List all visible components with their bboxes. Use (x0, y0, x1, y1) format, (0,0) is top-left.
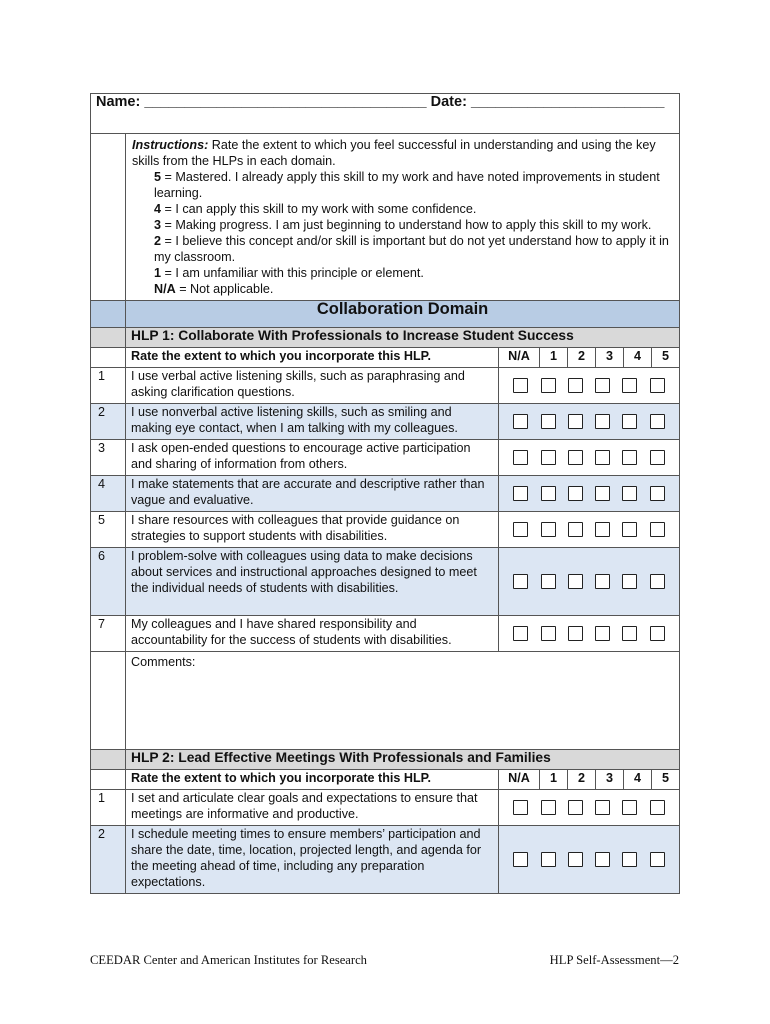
rating-header-row (91, 348, 680, 368)
checkbox-2[interactable] (568, 852, 583, 867)
checkbox-4[interactable] (622, 800, 637, 815)
item-number: 4 (91, 476, 126, 512)
checkbox-1[interactable] (541, 626, 556, 641)
rating-prompt: Rate the extent to which you incorporate this HLP. (126, 348, 499, 368)
col-na: N/A (499, 770, 540, 790)
checkbox-3[interactable] (595, 378, 610, 393)
checkbox-5[interactable] (650, 414, 665, 429)
checkbox-5[interactable] (650, 800, 665, 815)
checkbox-1[interactable] (541, 378, 556, 393)
checkbox-4[interactable] (622, 450, 637, 465)
table-row (91, 404, 680, 440)
checkbox-4[interactable] (622, 626, 637, 641)
scale-item: 4 = I can apply this skill to my work with some confidence. (154, 202, 477, 216)
checkbox-3[interactable] (595, 626, 610, 641)
domain-title: Collaboration Domain (126, 301, 680, 328)
checkbox-5[interactable] (650, 486, 665, 501)
col-4: 4 (624, 770, 652, 790)
rating-header-row (91, 770, 680, 790)
checkbox-1[interactable] (541, 450, 556, 465)
col-4: 4 (624, 348, 652, 368)
self-assessment-form (90, 93, 680, 894)
date-field[interactable]: ________________________ (470, 94, 665, 110)
scale-item: 2 = I believe this concept and/or skill is important but do not yet understand how to apply it in my classroom. (154, 234, 669, 264)
name-field[interactable]: ___________________________________ (144, 94, 427, 110)
checkbox-3[interactable] (595, 852, 610, 867)
table-row (91, 476, 680, 512)
name-label: Name: (96, 94, 141, 110)
item-number: 5 (91, 512, 126, 548)
item-number: 7 (91, 616, 126, 652)
checkbox-2[interactable] (568, 626, 583, 641)
checkbox-na[interactable] (513, 378, 528, 393)
instructions (126, 134, 680, 301)
checkbox-2[interactable] (568, 522, 583, 537)
date-label: Date: (430, 94, 467, 110)
item-text: My colleagues and I have shared responsibility and accountability for the success of students with disabilities. (126, 616, 499, 652)
instructions-text: Rate the extent to which you feel successful in understanding and using the key skills from the HLPs in each domain. (132, 138, 656, 168)
col-1: 1 (540, 770, 568, 790)
item-text: I schedule meeting times to ensure members’ participation and share the date, time, location, projected length, and agenda for the meeting ahead of time, including any preparation expectations. (126, 826, 499, 894)
checkbox-5[interactable] (650, 626, 665, 641)
table-row (91, 826, 680, 894)
checkbox-5[interactable] (650, 378, 665, 393)
checkbox-3[interactable] (595, 450, 610, 465)
hlp2-title: HLP 2: Lead Effective Meetings With Professionals and Families (126, 750, 680, 770)
item-number: 1 (91, 790, 126, 826)
col-1: 1 (540, 348, 568, 368)
checkbox-5[interactable] (650, 574, 665, 589)
checkbox-4[interactable] (622, 414, 637, 429)
checkbox-na[interactable] (513, 626, 528, 641)
col-5: 5 (652, 770, 680, 790)
item-text: I ask open-ended questions to encourage active participation and sharing of information from others. (126, 440, 499, 476)
item-text: I share resources with colleagues that provide guidance on strategies to support students with disabilities. (126, 512, 499, 548)
col-3: 3 (596, 770, 624, 790)
footer-credit: CEEDAR Center and American Institutes for Research (90, 953, 367, 967)
checkbox-2[interactable] (568, 486, 583, 501)
item-number: 2 (91, 404, 126, 440)
checkbox-3[interactable] (595, 800, 610, 815)
checkbox-na[interactable] (513, 800, 528, 815)
checkbox-3[interactable] (595, 522, 610, 537)
checkbox-2[interactable] (568, 574, 583, 589)
checkbox-1[interactable] (541, 414, 556, 429)
table-row (91, 368, 680, 404)
checkbox-na[interactable] (513, 522, 528, 537)
item-text: I use nonverbal active listening skills, such as smiling and making eye contact, when I am talking with my colleagues. (126, 404, 499, 440)
comments-row (91, 652, 680, 750)
checkbox-3[interactable] (595, 414, 610, 429)
checkbox-na[interactable] (513, 486, 528, 501)
item-text: I make statements that are accurate and descriptive rather than vague and evaluative. (126, 476, 499, 512)
instructions-row (91, 134, 680, 301)
item-number: 2 (91, 826, 126, 894)
item-text: I set and articulate clear goals and expectations to ensure that meetings are informative and productive. (126, 790, 499, 826)
col-2: 2 (568, 770, 596, 790)
checkbox-3[interactable] (595, 486, 610, 501)
scale-item: 3 = Making progress. I am just beginning to understand how to apply this skill to my work. (154, 218, 652, 232)
col-na: N/A (499, 348, 540, 368)
checkbox-1[interactable] (541, 574, 556, 589)
scale-item: 1 = I am unfamiliar with this principle or element. (154, 266, 424, 280)
checkbox-5[interactable] (650, 450, 665, 465)
checkbox-2[interactable] (568, 800, 583, 815)
checkbox-3[interactable] (595, 574, 610, 589)
checkbox-na[interactable] (513, 574, 528, 589)
checkbox-2[interactable] (568, 414, 583, 429)
item-number: 3 (91, 440, 126, 476)
domain-row (91, 301, 680, 328)
table-row (91, 548, 680, 616)
item-text: I use verbal active listening skills, such as paraphrasing and asking clarification questions. (126, 368, 499, 404)
checkbox-na[interactable] (513, 852, 528, 867)
checkbox-1[interactable] (541, 486, 556, 501)
checkbox-4[interactable] (622, 522, 637, 537)
hlp2-header-row (91, 750, 680, 770)
scale-item: N/A = Not applicable. (154, 282, 274, 296)
col-2: 2 (568, 348, 596, 368)
comments-label: Comments: (131, 655, 196, 669)
comments-field[interactable] (126, 652, 680, 750)
footer-page-label: HLP Self-Assessment—2 (549, 953, 679, 967)
checkbox-4[interactable] (622, 852, 637, 867)
instructions-lead: Instructions: (132, 138, 209, 152)
checkbox-1[interactable] (541, 800, 556, 815)
checkbox-na[interactable] (513, 450, 528, 465)
hlp1-header-row (91, 328, 680, 348)
col-3: 3 (596, 348, 624, 368)
checkbox-4[interactable] (622, 574, 637, 589)
col-5: 5 (652, 348, 680, 368)
checkbox-na[interactable] (513, 414, 528, 429)
checkbox-1[interactable] (541, 852, 556, 867)
checkbox-2[interactable] (568, 378, 583, 393)
item-number: 6 (91, 548, 126, 616)
table-row (91, 616, 680, 652)
item-number: 1 (91, 368, 126, 404)
table-row (91, 790, 680, 826)
checkbox-2[interactable] (568, 450, 583, 465)
table-row (91, 512, 680, 548)
checkbox-5[interactable] (650, 522, 665, 537)
hlp1-title: HLP 1: Collaborate With Professionals to Increase Student Success (126, 328, 680, 348)
scale-item: 5 = Mastered. I already apply this skill to my work and have noted improvements in student learning. (154, 170, 660, 200)
name-date-row (91, 94, 680, 134)
item-text: I problem-solve with colleagues using data to make decisions about services and instructional approaches designed to meet the individual needs of students with disabilities. (126, 548, 499, 616)
checkbox-5[interactable] (650, 852, 665, 867)
rating-prompt: Rate the extent to which you incorporate this HLP. (126, 770, 499, 790)
table-row (91, 440, 680, 476)
checkbox-4[interactable] (622, 486, 637, 501)
checkbox-1[interactable] (541, 522, 556, 537)
checkbox-4[interactable] (622, 378, 637, 393)
